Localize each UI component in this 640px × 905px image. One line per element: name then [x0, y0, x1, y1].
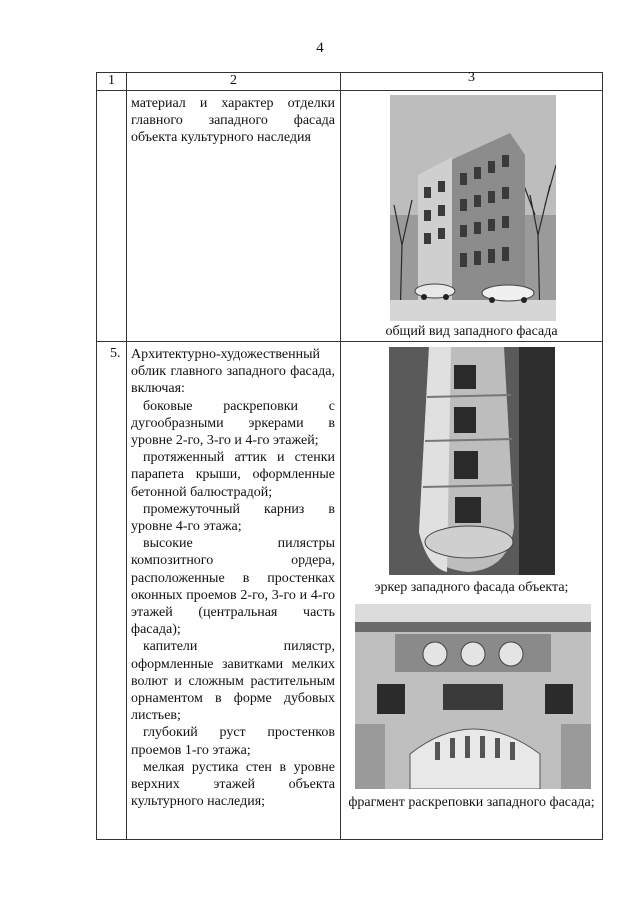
- header-col-2: 2: [230, 73, 237, 88]
- photo-west-facade-general: [390, 95, 556, 321]
- continued-row-text: материал и характер отделки главного западного фасада объекта культурного наследия: [131, 96, 335, 146]
- page-number: 4: [316, 40, 324, 56]
- row-5-item: мелкая рустика стен в уровне верхних этажей объекта культурного наследия;: [131, 759, 335, 810]
- header-col-1: 1: [108, 73, 115, 88]
- photo-caption-fragment: фрагмент раскреповки западного фасада;: [348, 795, 595, 810]
- photo-west-facade-fragment: [355, 604, 591, 789]
- row-5-item: капители пилястр, оформленные завитками мелких волют и сложным растительным орнаментом в форме дубовых листьев;: [131, 639, 335, 724]
- row-5-item: глубокий руст простенков проемов 1-го этажа;: [131, 725, 335, 758]
- row-5-item: боковые раскреповки с дугообразными эркерами в уровне 2-го, 3-го и 4-го этажей;: [131, 398, 335, 449]
- row-5-intro: Архитектурно-художественный облик главного западного фасада, включая:: [131, 347, 335, 397]
- row-5-item: промежуточный карниз в уровне 4-го этажа;: [131, 501, 335, 535]
- row-5-item: протяженный аттик и стенки парапета крыши, оформленные бетонной балюстрадой;: [131, 450, 335, 500]
- photo-west-facade-oriel: [389, 347, 555, 575]
- photo-caption-general: общий вид западного фасада: [385, 324, 558, 339]
- row-5-description: [131, 346, 335, 810]
- row-5-item: высокие пилястры композитного ордера, расположенные в простенках оконных проемов 2-го, 3-го и 4-го этажей (центральная часть фасада);: [131, 536, 335, 638]
- row-number-5: 5.: [110, 346, 121, 361]
- header-col-3: 3: [468, 70, 475, 85]
- photo-caption-oriel: эркер западного фасада объекта;: [374, 580, 569, 595]
